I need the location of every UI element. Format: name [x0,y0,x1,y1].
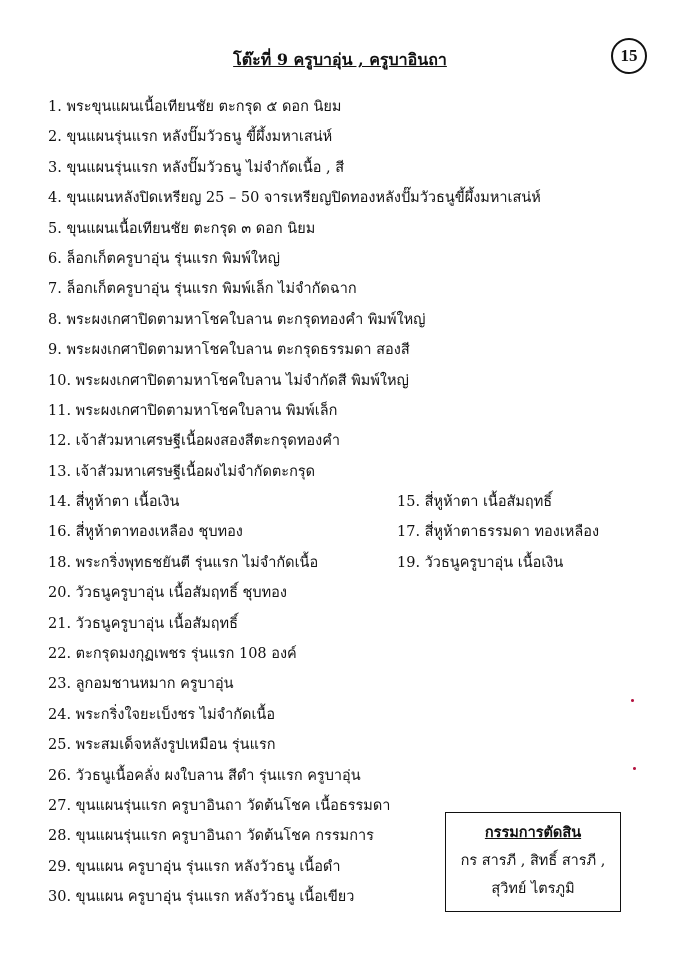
list-item: 9. พระผงเกศาปิดตามหาโชคใบลาน ตะกรุดธรรมดา สองสี [48,342,410,359]
list-item: 17. สี่หูห้าตาธรรมดา ทองเหลือง [397,524,600,541]
list-item: 13. เจ้าสัวมหาเศรษฐีเนื้อผงไม่จำกัดตะกรุด [48,463,316,480]
list-item: 5. ขุนแผนเนื้อเทียนชัย ตะกรุด ๓ ดอก นิยม [48,220,316,237]
judges-title: กรรมการตัดสิน [484,824,582,841]
list-item: 30. ขุนแผน ครูบาอุ่น รุ่นแรก หลังวัวธนู เนื้อเขียว [48,889,355,906]
item-list-right [397,487,599,578]
list-item: 14. สี่หูห้าตา เนื้อเงิน [48,494,180,511]
list-item: 6. ล็อกเก็ตครูบาอุ่น รุ่นแรก พิมพ์ใหญ่ [48,250,280,267]
list-item: 27. ขุนแผนรุ่นแรก ครูบาอินถา วัดต้นโชค เนื้อธรรมดา [48,797,391,814]
list-item: 10. พระผงเกศาปิดตามหาโชคใบลาน ไม่จำกัดสี พิมพ์ใหญ่ [48,372,409,389]
list-item: 18. พระกริ่งพุทธชยันตี รุ่นแรก ไม่จำกัดเนื้อ [48,554,319,571]
ink-speck [633,767,636,770]
list-item: 11. พระผงเกศาปิดตามหาโชคใบลาน พิมพ์เล็ก [48,402,338,419]
list-item: 25. พระสมเด็จหลังรูปเหมือน รุ่นแรก [48,737,276,754]
list-item: 29. ขุนแผน ครูบาอุ่น รุ่นแรก หลังวัวธนู เนื้อดำ [48,858,341,875]
list-item: 20. วัวธนูครูบาอุ่น เนื้อสัมฤทธิ์ ชุบทอง [48,585,287,602]
list-item: 23. ลูกอมชานหมาก ครูบาอุ่น [48,676,234,693]
list-item: 16. สี่หูห้าตาทองเหลือง ชุบทอง [48,524,243,541]
judges-line-1: กร สารภี , สิทธิ์ สารภี , [460,853,606,869]
list-item: 22. ตะกรุดมงกุฏเพชร รุ่นแรก 108 องค์ [48,646,297,663]
list-item: 21. วัวธนูครูบาอุ่น เนื้อสัมฤทธิ์ [48,615,238,632]
judges-line-2: สุวิทย์ ไตรภูมิ [491,881,575,897]
list-item: 8. พระผงเกศาปิดตามหาโชคใบลาน ตะกรุดทองคำ พิมพ์ใหญ่ [48,311,426,328]
list-item: 3. ขุนแผนรุ่นแรก หลังปั๊มวัวธนู ไม่จำกัดเนื้อ , สี [48,159,345,176]
page-title: โต๊ะที่ 9 ครูบาอุ่น , ครูบาอินถา [233,50,447,69]
list-item: 1. พระขุนแผนเนื้อเทียนชัย ตะกรุด ๕ ดอก นิยม [48,99,342,115]
list-item: 26. วัวธนูเนื้อคลั่ง ผงใบลาน สีดำ รุ่นแรก ครูบาอุ่น [48,767,361,784]
list-item: 12. เจ้าสัวมหาเศรษฐีเนื้อผงสองสีตะกรุดทองคำ [48,433,341,450]
list-item: 7. ล็อกเก็ตครูบาอุ่น รุ่นแรก พิมพ์เล็ก ไม่จำกัดฉาก [48,281,357,298]
list-item: 15. สี่หูห้าตา เนื้อสัมฤทธิ์ [397,494,553,510]
ink-speck [631,699,634,702]
list-item: 19. วัวธนูครูบาอุ่น เนื้อเงิน [397,554,564,571]
list-item: 2. ขุนแผนรุ่นแรก หลังปั๊มวัวธนู ขี้ผึ้งมหาเสน่ห์ [48,129,333,146]
list-item: 4. ขุนแผนหลังปิดเหรียญ 25 – 50 จารเหรียญปิดทองหลังปั๊มวัวธนูขี้ผึ้งมหาเสน่ห์ [48,190,541,207]
list-item: 24. พระกริ่งใจยะเบ็งชร ไม่จำกัดเนื้อ [48,706,276,723]
page-number: 15 [611,38,647,74]
list-item: 28. ขุนแผนรุ่นแรก ครูบาอินถา วัดต้นโชค กรรมการ [48,828,374,845]
judges-box [445,812,621,912]
